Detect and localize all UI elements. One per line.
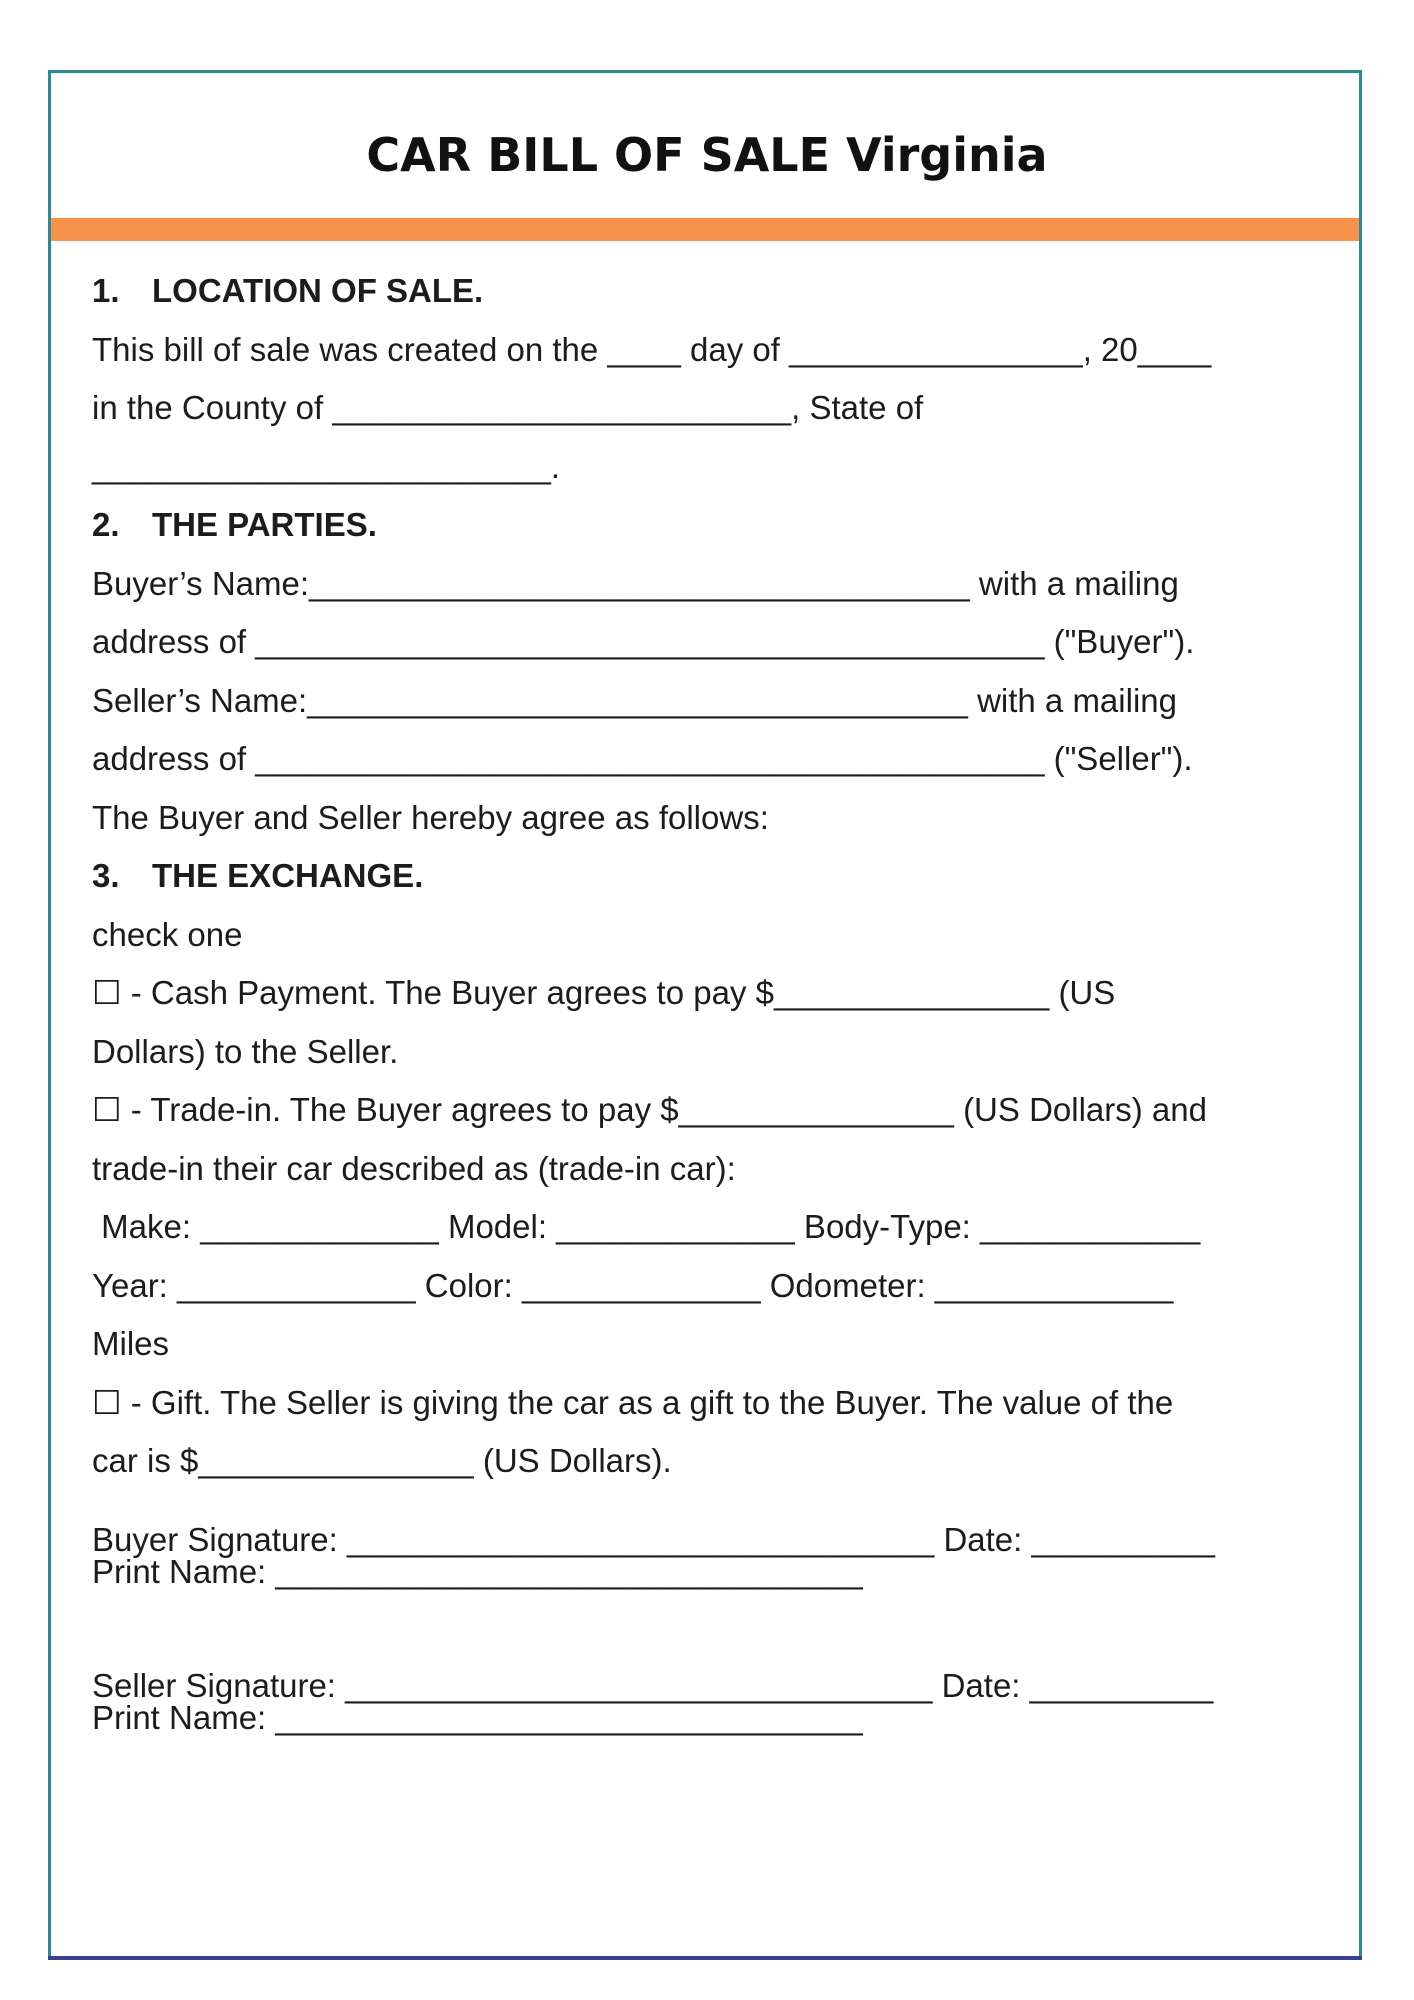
trade-in-description-line: trade-in their car described as (trade-in car): bbox=[92, 1149, 736, 1187]
trade-in-option: ☐ - Trade-in. The Buyer agrees to pay $_______________ (US Dollars) and bbox=[92, 1091, 1207, 1128]
document-title: CAR BILL OF SALE Virginia bbox=[366, 128, 1048, 182]
cash-payment-option: ☐ - Cash Payment. The Buyer agrees to pay $_______________ (US bbox=[92, 974, 1116, 1011]
seller-address-line: address of ___________________________________________ ("Seller"). bbox=[92, 740, 1193, 777]
buyer-address-line: address of ___________________________________________ ("Buyer"). bbox=[92, 623, 1195, 660]
trade-in-miles-label: Miles bbox=[92, 1325, 170, 1362]
gift-value-line: car is $_______________ (US Dollars). bbox=[92, 1442, 672, 1479]
state-blank-line: _________________________. bbox=[92, 447, 560, 485]
cash-payment-continuation: Dollars) to the Seller. bbox=[92, 1032, 399, 1070]
seller-print-name-line: Print Name: ________________________________ bbox=[92, 1699, 863, 1736]
section-1-heading: 1. LOCATION OF SALE. bbox=[92, 272, 484, 309]
buyer-print-name-line: Print Name: ________________________________ bbox=[92, 1553, 863, 1590]
buyer-name-line: Buyer’s Name:____________________________________ with a mailing bbox=[92, 564, 1179, 602]
gift-option: ☐ - Gift. The Seller is giving the car as a gift to the Buyer. The value of the bbox=[92, 1383, 1174, 1421]
seller-signature-block bbox=[92, 1667, 1332, 1736]
trade-in-make-model-line: Make: _____________ Model: _____________ Body-Type: ____________ bbox=[92, 1208, 1201, 1245]
section-2-heading: 2. THE PARTIES. bbox=[92, 506, 377, 543]
section-3-heading: 3. THE EXCHANGE. bbox=[92, 857, 424, 894]
buyer-signature-block bbox=[92, 1521, 1332, 1590]
buyer-signature-line: Buyer Signature: ________________________________ Date: __________ bbox=[92, 1521, 1216, 1558]
title-accent-band bbox=[51, 218, 1359, 241]
sale-date-line: This bill of sale was created on the ____ day of ________________, 20____ bbox=[92, 330, 1212, 368]
seller-name-line: Seller’s Name:____________________________________ with a mailing bbox=[92, 681, 1177, 719]
check-one-label: check one bbox=[92, 915, 243, 953]
trade-in-year-color-line: Year: _____________ Color: _____________ Odometer: _____________ bbox=[92, 1266, 1174, 1304]
seller-signature-line: Seller Signature: ________________________________ Date: __________ bbox=[92, 1667, 1214, 1704]
page-border-bottom-accent bbox=[48, 1956, 1362, 1960]
county-state-line: in the County of _________________________, State of bbox=[92, 389, 924, 426]
agreement-line: The Buyer and Seller hereby agree as follows: bbox=[92, 798, 769, 836]
document-body bbox=[92, 262, 1332, 1491]
